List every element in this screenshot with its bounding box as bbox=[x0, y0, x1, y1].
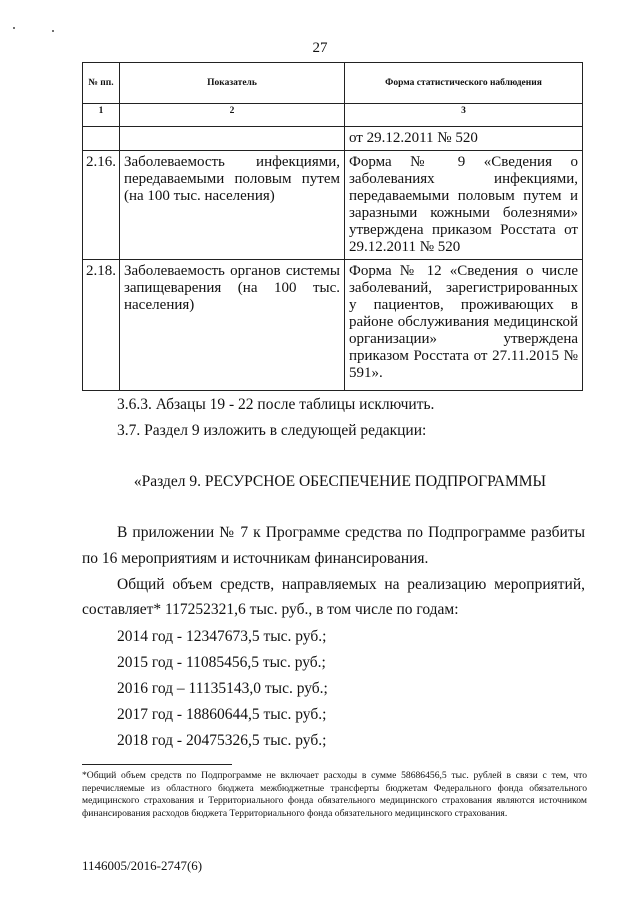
year-line: 2018 год - 20475326,5 тыс. руб.; bbox=[117, 732, 327, 749]
row-form: Форма № 9 «Сведения о заболеваниях инфекциями, передаваемыми половым путем и заразными кожными болезнями» утверждена приказом Росстата от 29.12.2011 № 520 bbox=[345, 151, 583, 260]
page-number: 27 bbox=[312, 40, 328, 56]
table-row bbox=[83, 151, 583, 260]
scan-speck bbox=[13, 27, 15, 29]
paragraph-3-6-3: 3.6.3. Абзацы 19 - 22 после таблицы исключить. bbox=[117, 396, 435, 413]
year-line: 2015 год - 11085456,5 тыс. руб.; bbox=[117, 654, 326, 671]
header-form: Форма статистического наблюдения bbox=[345, 63, 583, 104]
footnote-separator bbox=[82, 764, 232, 765]
footnote: *Общий объем средств по Подпрограмме не включает расходы в сумме 58686456,5 тыс. рублей в связи с тем, что перечисляемые из областного бюджета межбюджетные трансферты бюджетам Федерального фонда обязательного медицинского страхования и Территориального фонда обязательного медицинского страхования являются источником финансирования расходов бюджета Территориального фонда обязательного медицинского страхования. bbox=[82, 770, 587, 819]
table-row bbox=[83, 127, 583, 151]
table-index-row bbox=[83, 104, 583, 127]
row-indicator bbox=[120, 127, 345, 151]
scan-speck bbox=[52, 30, 54, 32]
paragraph-3-7: 3.7. Раздел 9 изложить в следующей редакции: bbox=[117, 422, 427, 439]
row-form: от 29.12.2011 № 520 bbox=[345, 127, 583, 151]
header-num: № пп. bbox=[83, 63, 120, 104]
year-line: 2016 год – 11135143,0 тыс. руб.; bbox=[117, 680, 328, 697]
paragraph-annex-line2: по 16 мероприятиям и источникам финансирования. bbox=[82, 550, 429, 567]
paragraph-total-line2: составляет* 117252321,6 тыс. руб., в том числе по годам: bbox=[82, 601, 459, 618]
year-line: 2014 год - 12347673,5 тыс. руб.; bbox=[117, 628, 327, 645]
row-indicator: Заболеваемость органов системы запищеварения (на 100 тыс. населения) bbox=[120, 260, 345, 391]
table-row bbox=[83, 260, 583, 391]
row-form: Форма № 12 «Сведения о числе заболеваний, зарегистрированных у пациентов, проживающих в районе обслуживания медицинской организации» утверждена приказом Росстата от 27.11.2015 № 591». bbox=[345, 260, 583, 391]
index-cell: 2 bbox=[120, 104, 345, 127]
paragraph-total-line1: Общий объем средств, направляемых на реализацию мероприятий, bbox=[117, 576, 585, 593]
table-header-row bbox=[83, 63, 583, 104]
document-code: 1146005/2016-2747(6) bbox=[82, 858, 203, 873]
row-num bbox=[83, 127, 120, 151]
index-cell: 1 bbox=[83, 104, 120, 127]
row-indicator: Заболеваемость инфекциями, передаваемыми половым путем (на 100 тыс. населения) bbox=[120, 151, 345, 260]
year-line: 2017 год - 18860644,5 тыс. руб.; bbox=[117, 706, 327, 723]
row-num: 2.18. bbox=[83, 260, 120, 391]
paragraph-annex-line1: В приложении № 7 к Программе средства по Подпрограмме разбиты bbox=[117, 524, 585, 541]
section-heading: «Раздел 9. РЕСУРСНОЕ ОБЕСПЕЧЕНИЕ ПОДПРОГРАММЫ bbox=[133, 473, 547, 490]
row-num: 2.16. bbox=[83, 151, 120, 260]
statistics-table bbox=[82, 62, 583, 391]
header-indicator: Показатель bbox=[120, 63, 345, 104]
index-cell: 3 bbox=[345, 104, 583, 127]
